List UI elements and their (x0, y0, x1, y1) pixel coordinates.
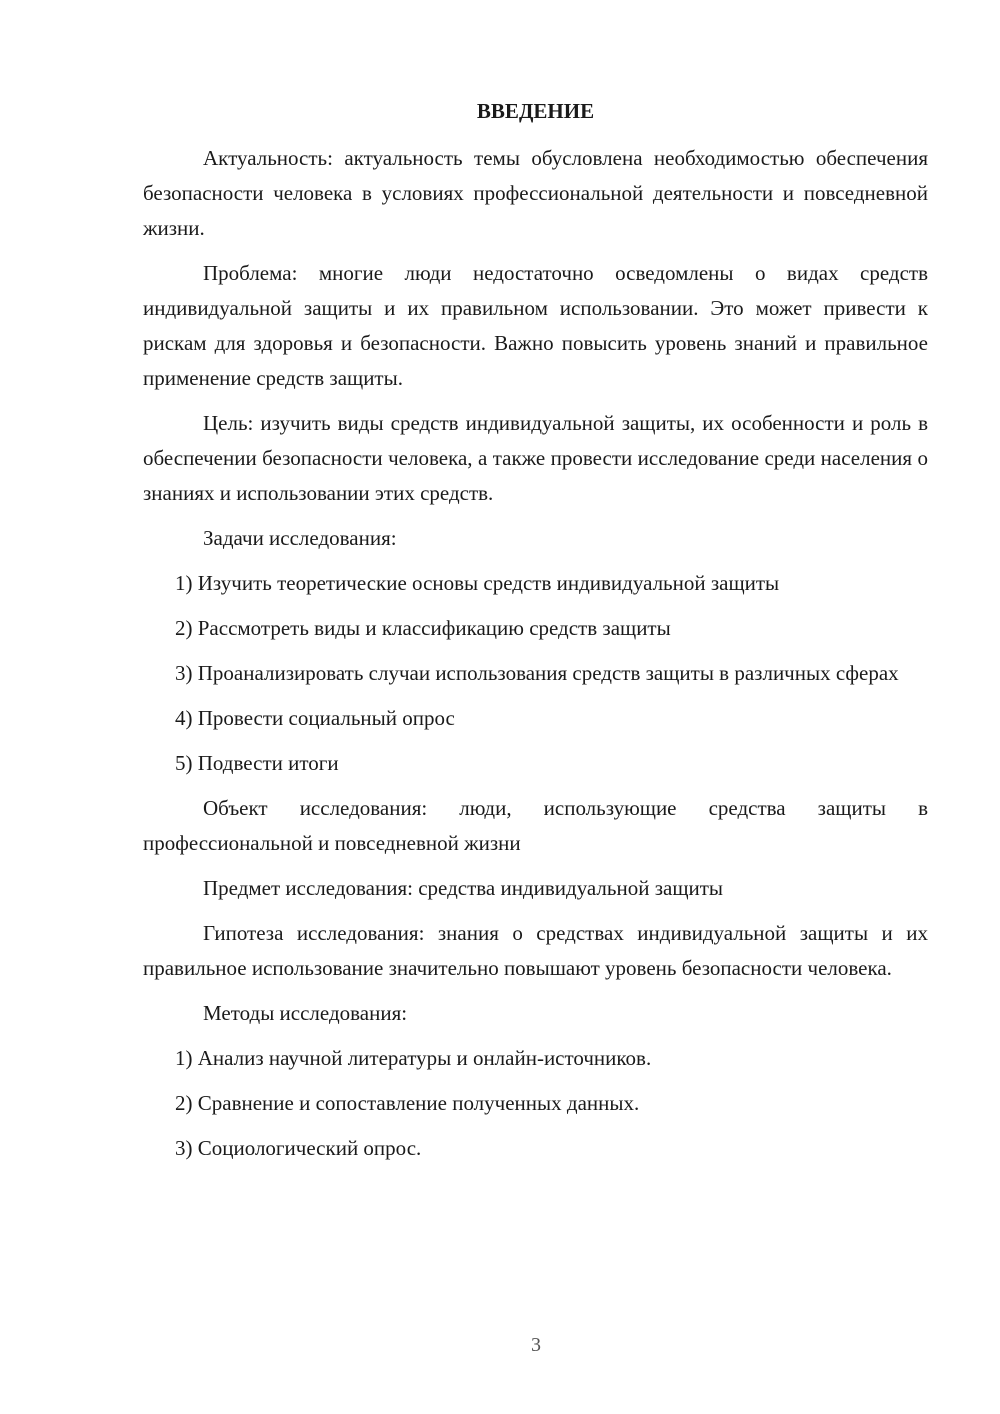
paragraph-goal: Цель: изучить виды средств индивидуальной защиты, их особенности и роль в обеспечении безопасности человека, а также провести исследование среди населения о знаниях и использовании этих средств. (143, 411, 928, 505)
paragraph-relevance: Актуальность: актуальность темы обусловлена необходимостью обеспечения безопасности человека в условиях профессиональной деятельности и повседневной жизни. (143, 146, 928, 240)
task-item-1: 1) Изучить теоретические основы средств индивидуальной защиты (175, 571, 780, 595)
page-content (143, 94, 928, 1176)
task-item-5: 5) Подвести итоги (175, 751, 339, 775)
method-item-2: 2) Сравнение и сопоставление полученных данных. (175, 1091, 640, 1115)
paragraph-subject: Предмет исследования: средства индивидуальной защиты (203, 876, 724, 900)
paragraph-problem: Проблема: многие люди недостаточно осведомлены о видах средств индивидуальной защиты и их правильном использовании. Это может привести к рискам для здоровья и безопасности. Важно повысить уровень знаний и правильное применение средств защиты. (143, 261, 928, 390)
paragraph-hypothesis: Гипотеза исследования: знания о средствах индивидуальной защиты и их правильное использование значительно повышают уровень безопасности человека. (143, 921, 928, 980)
paragraph-object: Объект исследования: люди, использующие средства защиты в профессиональной и повседневной жизни (143, 796, 928, 855)
method-item-3: 3) Социологический опрос. (175, 1136, 422, 1160)
section-title: ВВЕДЕНИЕ (476, 99, 595, 123)
tasks-heading: Задачи исследования: (203, 526, 397, 550)
task-item-4: 4) Провести социальный опрос (175, 706, 455, 730)
page-number: 3 (531, 1334, 541, 1356)
task-item-3: 3) Проанализировать случаи использования средств защиты в различных сферах (175, 661, 899, 685)
method-item-1: 1) Анализ научной литературы и онлайн-источников. (175, 1046, 652, 1070)
methods-heading: Методы исследования: (203, 1001, 408, 1025)
task-item-2: 2) Рассмотреть виды и классификацию средств защиты (175, 616, 671, 640)
